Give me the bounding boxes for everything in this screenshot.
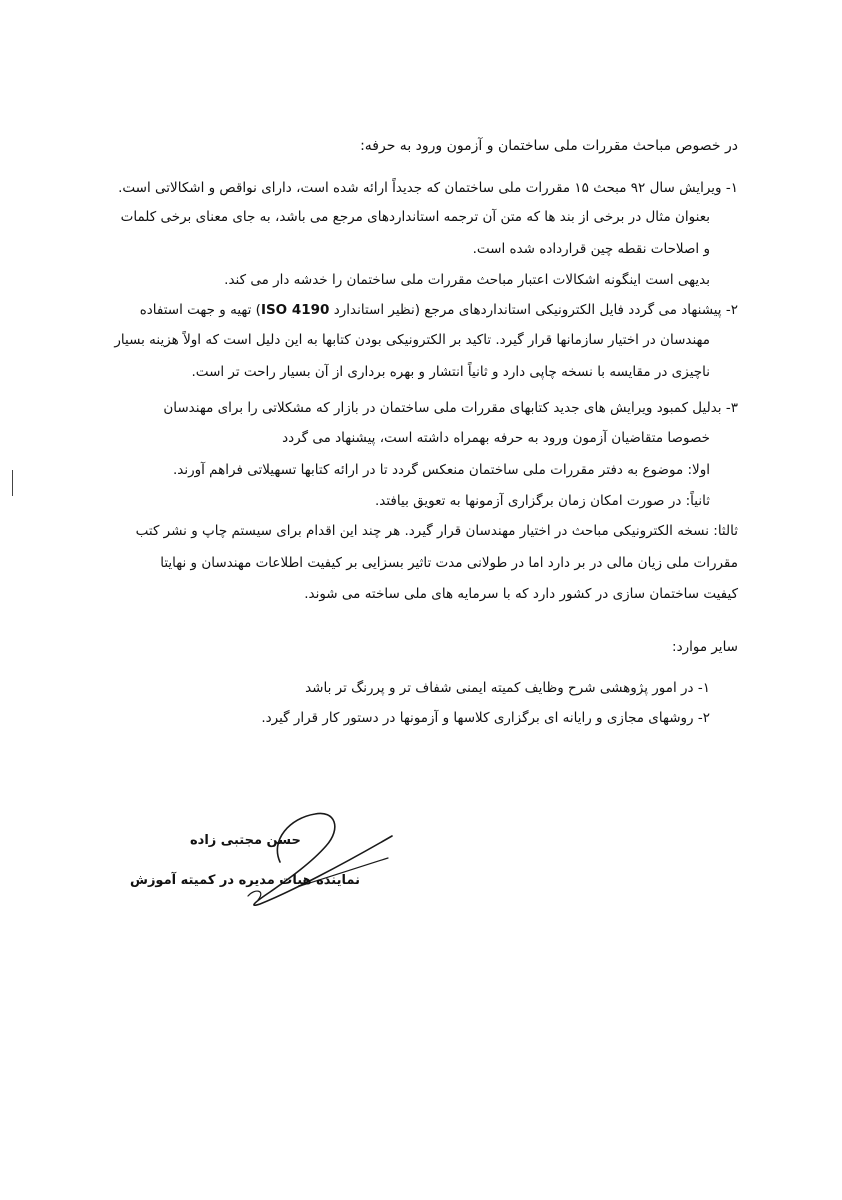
item-1-line-3: و اصلاحات نقطه چین قرارداده شده است. xyxy=(472,241,710,257)
other-item-2: ۲- روشهای مجازی و رایانه ای برگزاری کلاسها و آزمونها در دستور کار قرار گیرد. xyxy=(261,710,710,726)
other-heading: سایر موارد: xyxy=(672,639,738,655)
signature-block xyxy=(130,800,410,920)
margin-mark xyxy=(12,470,13,496)
signature-scribble xyxy=(130,800,410,920)
item-3-line-1: ۳- بدلیل کمبود ویرایش های جدید کتابهای مقررات ملی ساختمان در بازار که مشکلاتی را برای مهندسان xyxy=(163,400,738,416)
item-3-line-4: ثانیاً: در صورت امکان زمان برگزاری آزمونها به تعویق بیافتد. xyxy=(374,493,710,509)
item-3-line-3: اولا: موضوع به دفتر مقررات ملی ساختمان منعکس گردد تا در ارائه کتابها تسهیلاتی فراهم آورند. xyxy=(172,462,710,478)
item-2-line-1 xyxy=(140,300,738,320)
item-2-line-1-start: ۲- پیشنهاد می گردد فایل الکترونیکی استانداردهای مرجع (نظیر استاندارد xyxy=(329,302,738,318)
item-3-line-7: کیفیت ساختمان سازی در کشور دارد که با سرمایه های ملی ساخته می شوند. xyxy=(304,586,738,602)
signer-name: حسن مجتبی زاده xyxy=(190,833,301,848)
item-2-line-2: مهندسان در اختیار سازمانها قرار گیرد. تاکید بر الکترونیکی بودن کتابها به این دلیل است که اولاً هزینه بسیار xyxy=(114,332,710,348)
item-1-line-1: ۱- ویرایش سال ۹۲ مبحث ۱۵ مقررات ملی ساختمان که جدیداً ارائه شده است، دارای نواقص و اشکالاتی است. xyxy=(118,180,738,196)
item-1-line-4: بدیهی است اینگونه اشکالات اعتبار مباحث مقررات ملی ساختمان را خدشه دار می کند. xyxy=(224,272,710,288)
item-3-line-6: مقررات ملی زیان مالی در بر دارد اما در طولانی مدت تاثیر بسزایی بر کیفیت اطلاعات مهندسان و نهایتا xyxy=(160,555,738,571)
item-2-line-1-end: ) تهیه و جهت استفاده xyxy=(139,302,261,318)
item-1-line-2: بعنوان مثال در برخی از بند ها که متن آن ترجمه استانداردهای مرجع می باشد، به جای معنای برخی کلمات xyxy=(120,209,710,225)
signer-title: نماینده هیات مدیره در کمیته آموزش xyxy=(130,873,360,888)
item-3-line-2: خصوصا متقاضیان آزمون ورود به حرفه بهمراه داشته است، پیشنهاد می گردد xyxy=(282,430,710,446)
other-item-1: ۱- در امور پژوهشی شرح وظایف کمیته ایمنی شفاف تر و پررنگ تر باشد xyxy=(305,680,710,696)
item-3-line-5: ثالثا: نسخه الکترونیکی مباحث در اختیار مهندسان قرار گیرد. هر چند این اقدام برای سیستم چاپ و نشر کتب xyxy=(135,523,738,539)
iso-standard-label: ISO 4190 xyxy=(260,302,330,318)
item-2-line-3: ناچیزی در مقایسه با نسخه چاپی دارد و ثانیاً انتشار و بهره برداری از آن بسیار راحت تر است. xyxy=(191,364,710,380)
intro-line: در خصوص مباحث مقررات ملی ساختمان و آزمون ورود به حرفه: xyxy=(360,138,738,154)
